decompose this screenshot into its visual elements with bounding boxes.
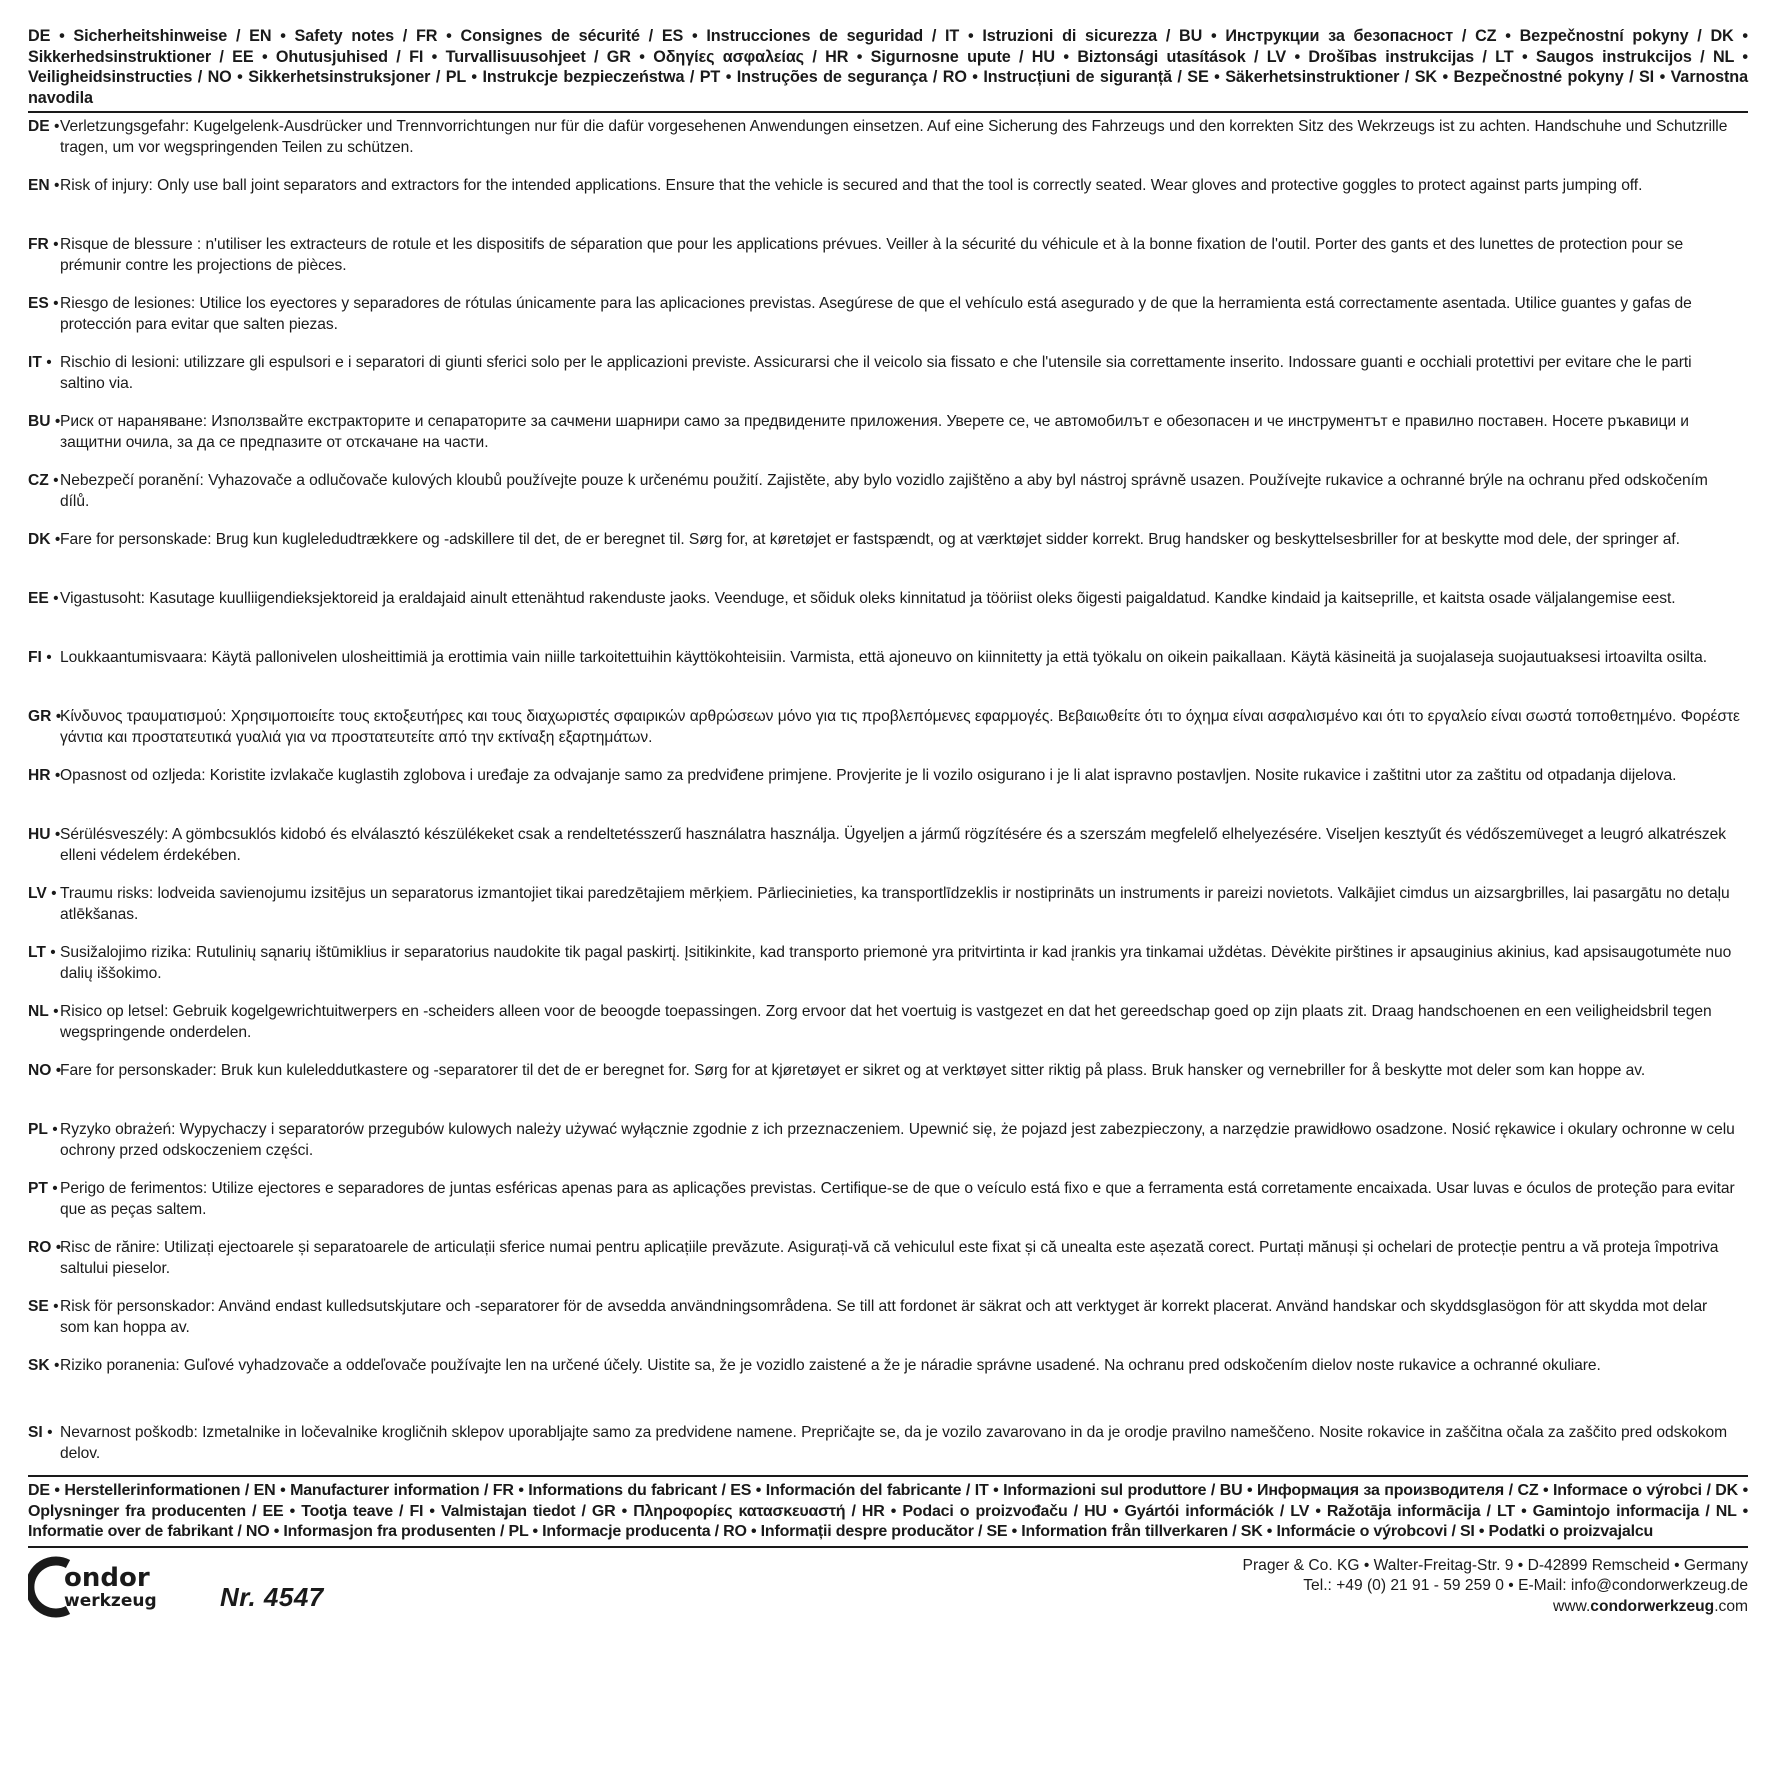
manufacturer-header: DE • Herstellerinformationen / EN • Manufacturer information / FR • Informations du fabricant / ES • Información del fabricante / IT • Informazioni sul produttore / BU • Информация за производителя / CZ • Informace o výrobci / DK • Oplysninger fra producenten / EE • Tootja teave / FI • Valmistajan tiedot / GR • Πληροφορίες κατασκευαστή / HR • Podaci o proizvođaču / HU • Gyártói információk / LV • Ražotāja informācija / LT • Gamintojo informacija / NL • Informatie over de fabrikant / NO • Informasjon fra produsenten / PL • Informacje producenta / RO • Informații despre producător / SE • Information från tillverkaren / SK • Informácie o výrobcovi / SI • Podatki o proizvajalcu (28, 1482, 1748, 1540)
note-code: LV (28, 885, 47, 902)
safety-header: DE • Sicherheitshinweise / EN • Safety notes / FR • Consignes de sécurité / ES • Instrucciones de seguridad / IT • Istruzioni di sicurezza / BU • Инструкции за безопасност / CZ • Bezpečnostní pokyny / DK • Sikkerhedsinstruktioner / EE • Ohutusjuhised / FI • Turvallisuusohjeet / GR • Οδηγίες ασφαλείας / HR • Sigurnosne upute / HU • Biztonsági utasítások / LV • Drošības instrukcijas / LT • Saugos instrukcijos / NL • Veiligheidsinstructies / NO • Sikkerhetsinstruksjoner / PL • Instrukcje bezpieczeństwa / PT • Instruções de segurança / RO • Instrucțiuni de siguranță / SE • Säkerhetsinstruktioner / SK • Bezpečnostné pokyny / SI • Varnostna navodila (28, 27, 1748, 107)
note-code: SI (28, 1424, 43, 1441)
note-text: Κίνδυνος τραυματισμού: Χρησιμοποιείτε τους εκτοξευτήρες και τους διαχωριστές σφαιρικών αρθρώσεων μόνο για τις προβλεπόμενες εφαρμογές. Βεβαιωθείτε ότι το όχημα είναι ασφαλισμένο και ότι το εργαλείο είναι σωστά τοποθετημένο. Φορέστε γάντια και προστατευτικά γυαλιά για να προστατευτείτε από την εκτίναξη εξαρτημάτων. (60, 708, 1740, 746)
note-text: Riziko poranenia: Guľové vyhadzovače a oddeľovače používajte len na určené účely. Uistite sa, že je vozidlo zaistené a že je náradie správne usadené. Na ochranu pred odskočením dielov noste rukavice a ochranné okuliare. (60, 1357, 1601, 1374)
note-text: Loukkaantumisvaara: Käytä pallonivelen ulosheittimiä ja erottimia vain niille tarkoitettuihin käyttökohteisiin. Varmista, että ajoneuvo on kiinnitetty ja että työkalu on oikein paikallaan. Käytä käsineitä ja suojalaseja suojautuaksesi irtoavilta osilta. (60, 649, 1707, 666)
website[interactable] (1243, 1597, 1748, 1618)
logo-wordmark-bottom: werkzeug (64, 1590, 157, 1611)
note-text: Riesgo de lesiones: Utilice los eyectores y separadores de rótulas únicamente para las aplicaciones previstas. Asegúrese de que el vehículo está asegurado y de que la herramienta está correctamente asentada. Utilice guantes y gafas de protección para evitar que salten piezas. (60, 295, 1692, 333)
note-ee: EE • Vigastusoht: Kasutage kuulliigendieksjektoreid ja eraldajaid ainult ettenähtud rakenduste jaoks. Veenduge, et sõiduk oleks kinnitatud ja tööriist oleks õigesti paigaldatud. Kandke kindaid ja kaitseprille, et kaitsta osade väljalangemise eest. (28, 589, 1748, 648)
footer-divider (28, 1546, 1748, 1548)
note-lt: LT • Susižalojimo rizika: Rutulinių sąnarių ištūmiklius ir separatorius naudokite tik pagal paskirtį. Įsitikinkite, kad transporto priemonė yra pritvirtinta ir kad įrankis yra tinkamai uždėtas. Dėvėkite pirštines ir apsauginius akinius, kad apsisaugotumėte nuo dalių iššokimo. (28, 943, 1748, 1002)
condor-logo (28, 1554, 198, 1618)
note-lv: LV • Traumu risks: lodveida savienojumu izsitējus un separatorus izmantojiet tikai paredzētajiem mērķiem. Pārliecinieties, ka transportlīdzeklis ir nostiprināts un instruments ir pareizi novietots. Valkājiet cimdus un aizsargbrilles, lai pasargātu no detaļu atlēkšanas. (28, 884, 1748, 943)
note-code: HU (28, 826, 51, 843)
note-code: RO (28, 1239, 52, 1256)
note-code: HR (28, 767, 51, 784)
note-code: SK (28, 1357, 50, 1374)
manufacturer-address (1243, 1556, 1748, 1618)
web-domain: condorwerkzeug (1590, 1597, 1715, 1615)
note-code: LT (28, 944, 46, 961)
note-gr: GR • Κίνδυνος τραυματισμού: Χρησιμοποιείτε τους εκτοξευτήρες και τους διαχωριστές σφαιρικών αρθρώσεων μόνο για τις προβλεπόμενες εφαρμογές. Βεβαιωθείτε ότι το όχημα είναι ασφαλισμένο και ότι το εργαλείο είναι σωστά τοποθετημένο. Φορέστε γάντια και προστατευτικά γυαλιά για να προστατευτείτε από την εκτίναξη εξαρτημάτων. (28, 707, 1748, 766)
note-code: EE (28, 590, 49, 607)
document-page (28, 26, 1748, 1756)
header-divider (28, 111, 1748, 113)
note-hr: HR • Opasnost od ozljeda: Koristite izvlakače kuglastih zglobova i uređaje za odvajanje samo za predviđene primjene. Provjerite je li vozilo osigurano i je li alat ispravno postavljen. Nosite rukavice i zaštitni utor za zaštitu od otpadanja dijelova. (28, 766, 1748, 825)
note-no: NO • Fare for personskader: Bruk kun kuleleddutkastere og -separatorer til det de er beregnet for. Sørg for at kjøretøyet er sikret og at verktøyet sitter riktig på plass. Bruk hansker og vernebriller for å beskytte mot deler som kan hoppe av. (28, 1061, 1748, 1120)
note-code: FR (28, 236, 49, 253)
note-ro: RO • Risc de rănire: Utilizați ejectoarele și separatoarele de articulații sferice numai pentru aplicațiile prevăzute. Asigurați-vă că vehiculul este fixat și că unealta este așezată corect. Purtați mănuși și ochelari de protecție pentru a vă proteja împotriva saltului pieselor. (28, 1238, 1748, 1297)
note-se: SE • Risk för personskador: Använd endast kulledsutskjutare och -separatorer för de avsedda användningsområdena. Se till att fordonet är säkrat och att verktyget är korrekt placerat. Använd handskar och skyddsglasögon för att skydda mot delar som kan hoppa av. (28, 1297, 1748, 1356)
web-prefix: www. (1553, 1597, 1591, 1615)
note-fi: FI • Loukkaantumisvaara: Käytä pallonivelen ulosheittimiä ja erottimia vain niille tarkoitettuihin käyttökohteisiin. Varmista, että ajoneuvo on kiinnitetty ja että työkalu on oikein paikallaan. Käytä käsineitä ja suojalaseja suojautuaksesi irtoavilta osilta. (28, 648, 1748, 707)
web-suffix: .com (1714, 1597, 1748, 1615)
note-sk: SK • Riziko poranenia: Guľové vyhadzovače a oddeľovače používajte len na určené účely. Uistite sa, že je vozidlo zaistené a že je náradie správne usadené. Na ochranu pred odskočením dielov noste rukavice a ochranné okuliare. (28, 1356, 1748, 1423)
note-text: Traumu risks: lodveida savienojumu izsitējus un separatorus izmantojiet tikai paredzētajiem mērķiem. Pārliecinieties, ka transportlīdzeklis ir nostiprināts un instruments ir pareizi novietots. Valkājiet cimdus un aizsargbrilles, lai pasargātu no detaļu atlēkšanas. (60, 885, 1730, 923)
note-text: Vigastusoht: Kasutage kuulliigendieksjektoreid ja eraldajaid ainult ettenähtud rakenduste jaoks. Veenduge, et sõiduk oleks kinnitatud ja tööriist oleks õigesti paigaldatud. Kandke kindaid ja kaitseprille, et kaitsta osade väljalangemise eest. (60, 590, 1676, 607)
note-text: Risico op letsel: Gebruik kogelgewrichtuitwerpers en -scheiders alleen voor de beoogde toepassingen. Zorg ervoor dat het voertuig is vastgezet en dat het gereedschap goed op zijn plaats zit. Draag handschoenen en een veiligheidsbril tegen wegspringende onderdelen. (60, 1003, 1712, 1041)
note-code: DE (28, 118, 50, 135)
note-de: DE • Verletzungsgefahr: Kugelgelenk-Ausdrücker und Trennvorrichtungen nur für die dafür vorgesehenen Anwendungen einsetzen. Auf eine Sicherung des Fahrzeugs und den korrekten Sitz des Wekrzeugs ist zu achten. Handschuhe und Schutzrille tragen, um vor wegspringenden Teilen zu schützen. (28, 117, 1748, 176)
note-text: Opasnost od ozljeda: Koristite izvlakače kuglastih zglobova i uređaje za odvajanje samo za predviđene primjene. Provjerite je li vozilo osigurano i je li alat ispravno postavljen. Nosite rukavice i zaštitni utor za zaštitu od otpadanja dijelova. (60, 767, 1677, 784)
note-code: PT (28, 1180, 48, 1197)
note-code: GR (28, 708, 52, 725)
footer-top-divider (28, 1475, 1748, 1477)
note-text: Nevarnost poškodb: Izmetalnike in ločevalnike krogličnih sklepov uporabljajte samo za predvidene namene. Prepričajte se, da je vozilo zavarovano in da je orodje pravilno nameščeno. Nosite rokavice in zaščitna očala za zaščito pred odskokom delov. (60, 1424, 1728, 1462)
note-text: Риск от нараняване: Използвайте екстракторите и сепараторите за сачмени шарнири само за предвидените приложения. Уверете се, че автомобилът е обезопасен и че инструментът е правилно поставен. Носете ръкавици и защитни очила, за да се предпазите от отскачане на части. (60, 413, 1689, 451)
note-code: IT (28, 354, 42, 371)
note-code: NL (28, 1003, 49, 1020)
note-code: BU (28, 413, 51, 430)
note-text: Risk för personskador: Använd endast kulledsutskjutare och -separatorer för de avsedda användningsområdena. Se till att fordonet är säkrat och att verktyget är korrekt placerat. Använd handskar och skyddsglasögon för att skydda mot delar som kan hoppa av. (60, 1298, 1708, 1336)
note-code: NO (28, 1062, 52, 1079)
note-text: Perigo de ferimentos: Utilize ejectores e separadores de juntas esféricas apenas para as aplicações previstas. Certifique-se de que o veículo está fixo e que a ferramenta está corretamente encaixada. Usar luvas e óculos de proteção para evitar que as peças saltem. (60, 1180, 1735, 1218)
note-code: EN (28, 177, 50, 194)
note-dk: DK • Fare for personskade: Brug kun kugleledudtrækkere og -adskillere til det, de er beregnet til. Sørg for, at køretøjet er fastspændt, og at værktøjet sidder korrekt. Brug handsker og beskyttelsesbriller for at beskytte mod dele, der springer af. (28, 530, 1748, 589)
note-text: Risk of injury: Only use ball joint separators and extractors for the intended applications. Ensure that the vehicle is secured and that the tool is correctly seated. Wear gloves and protective goggles to protect against parts jumping off. (60, 177, 1643, 194)
safety-notes-list (28, 117, 1748, 1472)
note-code: CZ (28, 472, 49, 489)
model-number: Nr. 4547 (220, 1581, 324, 1612)
note-code: SE (28, 1298, 49, 1315)
manufacturer-block (28, 1552, 1748, 1622)
note-it: IT • Rischio di lesioni: utilizzare gli espulsori e i separatori di giunti sferici solo per le applicazioni previste. Assicurarsi che il veicolo sia fissato e che l'utensile sia correttamente inserito. Indossare guanti e occhiali protettivi per evitare che le parti saltino via. (28, 353, 1748, 412)
note-si: SI • Nevarnost poškodb: Izmetalnike in ločevalnike krogličnih sklepov uporabljajte samo za predvidene namene. Prepričajte se, da je vozilo zavarovano in da je orodje pravilno nameščeno. Nosite rokavice in zaščitna očala za zaščito pred odskokom delov. (28, 1423, 1748, 1472)
note-fr: FR • Risque de blessure : n'utiliser les extracteurs de rotule et les dispositifs de séparation que pour les applications prévues. Veiller à la sécurité du véhicule et à la bonne fixation de l'outil. Porter des gants et des lunettes de protection pour se prémunir contre les projections de pièces. (28, 235, 1748, 294)
note-code: ES (28, 295, 49, 312)
note-text: Sérülésveszély: A gömbcsuklós kidobó és elválasztó készülékeket csak a rendeltetésszerű használatra használja. Ügyeljen a jármű rögzítésére és a szerszám megfelelő elhelyezésére. Viseljen kesztyűt és védőszemüveget a leugró alkatrészek elleni védelem érdekében. (60, 826, 1727, 864)
note-text: Verletzungsgefahr: Kugelgelenk-Ausdrücker und Trennvorrichtungen nur für die dafür vorgesehenen Anwendungen einsetzen. Auf eine Sicherung des Fahrzeugs und den korrekten Sitz des Wekrzeugs ist zu achten. Handschuhe und Schutzrille tragen, um vor wegspringenden Teilen zu schützen. (60, 118, 1728, 156)
contact-line: Tel.: +49 (0) 21 91 - 59 259 0 • E-Mail: info@condorwerkzeug.de (1303, 1577, 1748, 1594)
note-text: Risque de blessure : n'utiliser les extracteurs de rotule et les dispositifs de séparation que pour les applications prévues. Veiller à la sécurité du véhicule et à la bonne fixation de l'outil. Porter des gants et des lunettes de protection pour se prémunir contre les projections de pièces. (60, 236, 1684, 274)
note-code: DK (28, 531, 51, 548)
note-code: PL (28, 1121, 48, 1138)
note-text: Fare for personskade: Brug kun kugleledudtrækkere og -adskillere til det, de er beregnet til. Sørg for, at køretøjet er fastspændt, og at værktøjet sidder korrekt. Brug handsker og beskyttelsesbriller for at beskytte mod dele, der springer af. (60, 531, 1680, 548)
note-cz: CZ • Nebezpečí poranění: Vyhazovače a odlučovače kulových kloubů používejte pouze k určenému použití. Zajistěte, aby bylo vozidlo zajištěno a aby byl nástroj správně usazen. Používejte rukavice a ochranné brýle na ochranu před odskočením dílů. (28, 471, 1748, 530)
note-text: Rischio di lesioni: utilizzare gli espulsori e i separatori di giunti sferici solo per le applicazioni previste. Assicurarsi che il veicolo sia fissato e che l'utensile sia correttamente inserito. Indossare guanti e occhiali protettivi per evitare che le parti saltino via. (60, 354, 1692, 392)
note-bu: BU • Риск от нараняване: Използвайте екстракторите и сепараторите за сачмени шарнири само за предвидените приложения. Уверете се, че автомобилът е обезопасен и че инструментът е правилно поставен. Носете ръкавици и защитни очила, за да се предпазите от отскачане на части. (28, 412, 1748, 471)
note-en: EN • Risk of injury: Only use ball joint separators and extractors for the intended applications. Ensure that the vehicle is secured and that the tool is correctly seated. Wear gloves and protective goggles to protect against parts jumping off. (28, 176, 1748, 235)
note-code: FI (28, 649, 42, 666)
note-text: Ryzyko obrażeń: Wypychaczy i separatorów przegubów kulowych należy używać wyłącznie zgodnie z ich przeznaczeniem. Upewnić się, że pojazd jest zabezpieczony, a narzędzie prawidłowo osadzone. Nosić rękawice i okulary ochronne w celu ochrony przed odskoczeniem części. (60, 1121, 1735, 1159)
note-text: Susižalojimo rizika: Rutulinių sąnarių ištūmiklius ir separatorius naudokite tik pagal paskirtį. Įsitikinkite, kad transporto priemonė yra pritvirtinta ir kad įrankis yra tinkamai uždėtas. Dėvėkite pirštines ir apsauginius akinius, kad apsisaugotumėte nuo dalių iššokimo. (60, 944, 1732, 982)
note-text: Fare for personskader: Bruk kun kuleleddutkastere og -separatorer til det de er beregnet for. Sørg for at kjøretøyet er sikret og at verktøyet sitter riktig på plass. Bruk hansker og vernebriller for å beskytte mot deler som kan hoppe av. (60, 1062, 1646, 1079)
note-pt: PT • Perigo de ferimentos: Utilize ejectores e separadores de juntas esféricas apenas para as aplicações previstas. Certifique-se de que o veículo está fixo e que a ferramenta está corretamente encaixada. Usar luvas e óculos de proteção para evitar que as peças saltem. (28, 1179, 1748, 1238)
note-pl: PL • Ryzyko obrażeń: Wypychaczy i separatorów przegubów kulowych należy używać wyłącznie zgodnie z ich przeznaczeniem. Upewnić się, że pojazd jest zabezpieczony, a narzędzie prawidłowo osadzone. Nosić rękawice i okulary ochronne w celu ochrony przed odskoczeniem części. (28, 1120, 1748, 1179)
note-nl: NL • Risico op letsel: Gebruik kogelgewrichtuitwerpers en -scheiders alleen voor de beoogde toepassingen. Zorg ervoor dat het voertuig is vastgezet en dat het gereedschap goed op zijn plaats zit. Draag handschoenen en een veiligheidsbril tegen wegspringende onderdelen. (28, 1002, 1748, 1061)
note-es: ES • Riesgo de lesiones: Utilice los eyectores y separadores de rótulas únicamente para las aplicaciones previstas. Asegúrese de que el vehículo está asegurado y de que la herramienta está correctamente asentada. Utilice guantes y gafas de protección para evitar que salten piezas. (28, 294, 1748, 353)
address-line: Prager & Co. KG • Walter-Freitag-Str. 9 • D-42899 Remscheid • Germany (1242, 1556, 1748, 1574)
note-hu: HU • Sérülésveszély: A gömbcsuklós kidobó és elválasztó készülékeket csak a rendeltetésszerű használatra használja. Ügyeljen a jármű rögzítésére és a szerszám megfelelő elhelyezésére. Viseljen kesztyűt és védőszemüveget a leugró alkatrészek elleni védelem érdekében. (28, 825, 1748, 884)
logo-wordmark-top: ondor (64, 1562, 150, 1593)
note-text: Risc de rănire: Utilizați ejectoarele și separatoarele de articulații sferice numai pentru aplicațiile prevăzute. Asigurați-vă că vehiculul este fixat și că unealta este așezată corect. Purtați mănuși și ochelari de protecție pentru a vă proteja împotriva saltului pieselor. (60, 1239, 1719, 1277)
note-text: Nebezpečí poranění: Vyhazovače a odlučovače kulových kloubů používejte pouze k určenému použití. Zajistěte, aby bylo vozidlo zajištěno a aby byl nástroj správně usazen. Používejte rukavice a ochranné brýle na ochranu před odskočením dílů. (60, 472, 1708, 510)
